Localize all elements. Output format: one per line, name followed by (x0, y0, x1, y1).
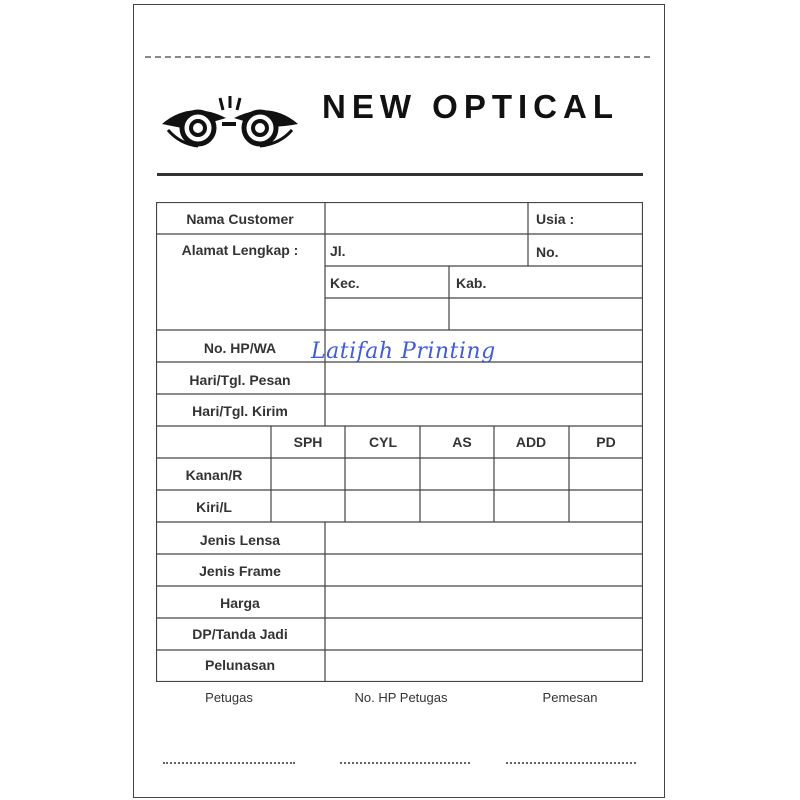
lens-type-label: Jenis Lensa (199, 532, 281, 548)
house-number-label: No. (536, 244, 559, 260)
add-header: ADD (515, 434, 547, 450)
brand-name: NEW OPTICAL (322, 88, 619, 125)
age-label: Usia : (536, 211, 575, 227)
staff-phone-line (340, 762, 470, 764)
down-payment-label: DP/Tanda Jadi (192, 626, 288, 642)
pd-header: PD (596, 434, 616, 450)
customer-signature-label: Pemesan (542, 690, 598, 705)
staff-signature-line (163, 762, 295, 764)
sph-header: SPH (293, 434, 323, 450)
regency-label: Kab. (456, 275, 487, 291)
right-eye-label: Kanan/R (185, 467, 243, 483)
frame-type-label: Jenis Frame (199, 563, 281, 579)
street-label: Jl. (330, 243, 346, 259)
customer-name-label: Nama Customer (186, 211, 294, 227)
perforation-line (145, 56, 650, 58)
left-eye-label: Kiri/L (196, 499, 232, 515)
price-label: Harga (220, 595, 260, 611)
eyes-logo-icon (160, 96, 300, 154)
staff-signature-label: Petugas (205, 690, 253, 705)
printer-watermark: Latifah Printing (311, 339, 496, 364)
staff-phone-label: No. HP Petugas (354, 690, 448, 705)
order-date-label: Hari/Tgl. Pesan (189, 372, 291, 388)
district-label: Kec. (330, 275, 360, 291)
cyl-header: CYL (369, 434, 397, 450)
address-label: Alamat Lengkap : (181, 242, 299, 258)
order-form (156, 202, 643, 682)
customer-signature-line (506, 762, 636, 764)
phone-label: No. HP/WA (203, 340, 277, 356)
as-header: AS (452, 434, 472, 450)
ship-date-label: Hari/Tgl. Kirim (192, 403, 288, 419)
settlement-label: Pelunasan (204, 657, 276, 673)
header-rule (157, 173, 643, 176)
